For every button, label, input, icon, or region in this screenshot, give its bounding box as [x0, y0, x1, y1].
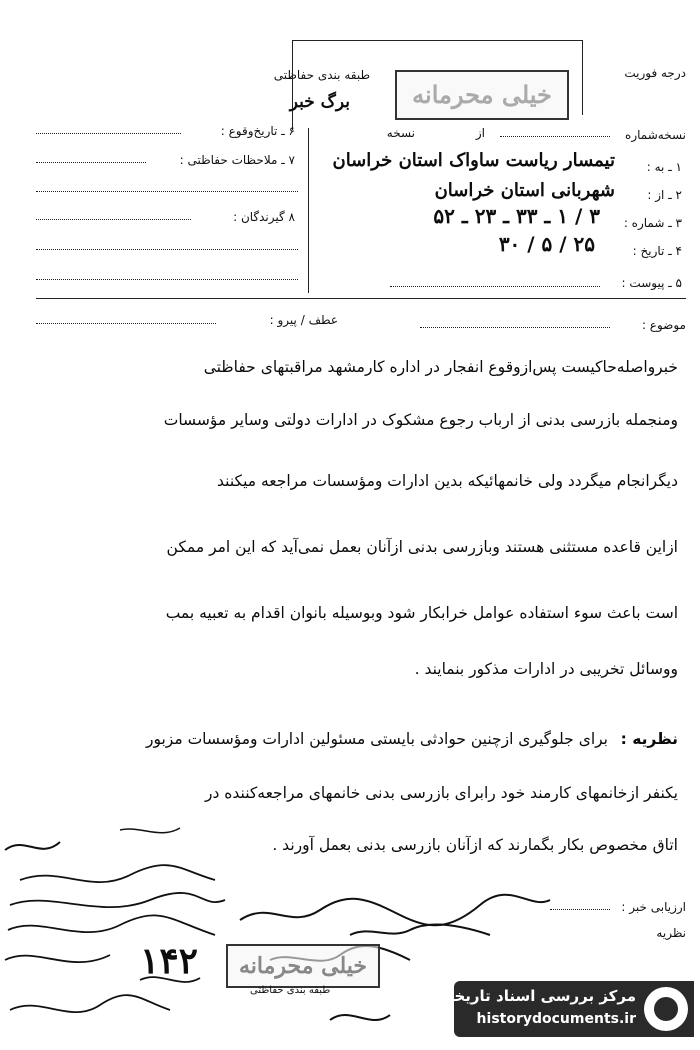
number-value: ۳ / ۱ ـ ۳۳ ـ ۲۳ ـ ۵۲ [433, 204, 600, 228]
bottom-confidential-stamp: خیلی محرمانه [226, 944, 380, 988]
copy-word-label: نسخه [386, 126, 415, 140]
recipients-dots-2 [36, 248, 298, 250]
recipients-label: ۸ گیرندگان : [233, 210, 295, 224]
body-line-2: ومنجمله بازرسی بدنی از ارباب رجوع مشکوک در ادارات دولتی وسایر مؤسسات [163, 411, 678, 429]
copy-number-label: نسخه‌شماره [625, 128, 686, 142]
classification-label: طبقه بندی حفاظتی [273, 68, 370, 82]
opinion-line-1: برای جلوگیری ازچنین حوادثی بایستی مسئولین ادارات ومؤسسات مزبور [145, 730, 608, 748]
from-value: شهربانی استان خراسان [434, 180, 615, 201]
watermark-logo [439, 981, 694, 1037]
security-notes-dots-2 [36, 190, 298, 192]
watermark-url: historydocuments.ir [476, 1011, 636, 1027]
date-value: ۲۵ / ۵ / ۳۰ [498, 232, 595, 256]
copy-of-label: از [475, 126, 485, 140]
body-line-3: دیگرانجام میگردد ولی خانمهائیکه بدین ادارات ومؤسسات مراجعه میکنند [217, 472, 678, 490]
evaluation-label: ارزیابی خبر : [621, 900, 686, 914]
logo-circle-icon [644, 987, 688, 1031]
event-date-label: ۶ ـ تاریخ‌وقوع : [220, 124, 295, 138]
recipients-dots-3 [36, 278, 298, 280]
security-notes-dots [36, 161, 146, 163]
subject-label: موضوع : [641, 318, 686, 332]
date-label: ۴ ـ تاریخ : [632, 244, 682, 258]
form-title: برگ خبر [289, 92, 350, 112]
number-label: ۳ ـ شماره : [623, 216, 682, 230]
reference-dots [36, 322, 216, 324]
watermark-persian: مرکز بررسی اسناد تاریخی [439, 987, 636, 1005]
handwritten-number: ۱۴۲ [140, 940, 199, 982]
from-label: ۲ ـ از : [647, 188, 682, 202]
recipients-dots [36, 218, 191, 220]
body-line-6: ووسائل تخریبی در ادارات مذکور بنمایند . [414, 660, 678, 678]
attachment-dots [390, 285, 600, 287]
margin-handwriting [0, 820, 230, 1040]
body-line-4: ازاین قاعده مستثنی هستند وبازرسی بدنی ازآنان بعمل نمی‌آید که این امر ممکن [166, 538, 678, 556]
to-value: تیمسار ریاست ساواک استان خراسان [332, 150, 615, 171]
opinion-line-2: یکنفر ازخانمهای کارمند خود رابرای بازرسی بدنی خانمهای مراجعه‌کننده در [204, 784, 678, 802]
security-notes-label: ۷ ـ ملاحظات حفاظتی : [179, 153, 295, 167]
bottom-classification-label: طبقه بندی حفاظتی [250, 985, 331, 996]
opinion-line-3: اتاق مخصوص بکار بگمارند که ازآنان بازرسی بدنی بعمل آورند . [272, 836, 678, 854]
header-box-left-border [292, 40, 293, 130]
column-separator [308, 128, 309, 293]
attachment-label: ۵ ـ پیوست : [621, 276, 682, 290]
priority-label: درجه فوریت [624, 66, 686, 80]
reference-label: عطف / پیرو : [269, 313, 338, 327]
header-divider [36, 298, 686, 299]
footer-opinion-label: نظریه [656, 926, 686, 940]
body-line-5: است باعث سوء استفاده عوامل خرابکار شود وبوسیله بانوان اقدام به تعبیه بمب [165, 604, 678, 622]
header-box-top-border [292, 40, 582, 41]
to-label: ۱ ـ به : [646, 160, 682, 174]
copy-number-dots [500, 135, 610, 137]
header-box-right-border [582, 40, 583, 115]
body-line-1: خبرواصله‌حاکیست پس‌ازوقوع انفجار در اداره کارمشهد مراقبتهای حفاظتی [203, 358, 678, 376]
top-confidential-stamp: خیلی محرمانه [395, 70, 569, 120]
event-date-dots [36, 132, 181, 134]
subject-dots [420, 326, 610, 328]
opinion-label: نظریه : [620, 730, 678, 748]
